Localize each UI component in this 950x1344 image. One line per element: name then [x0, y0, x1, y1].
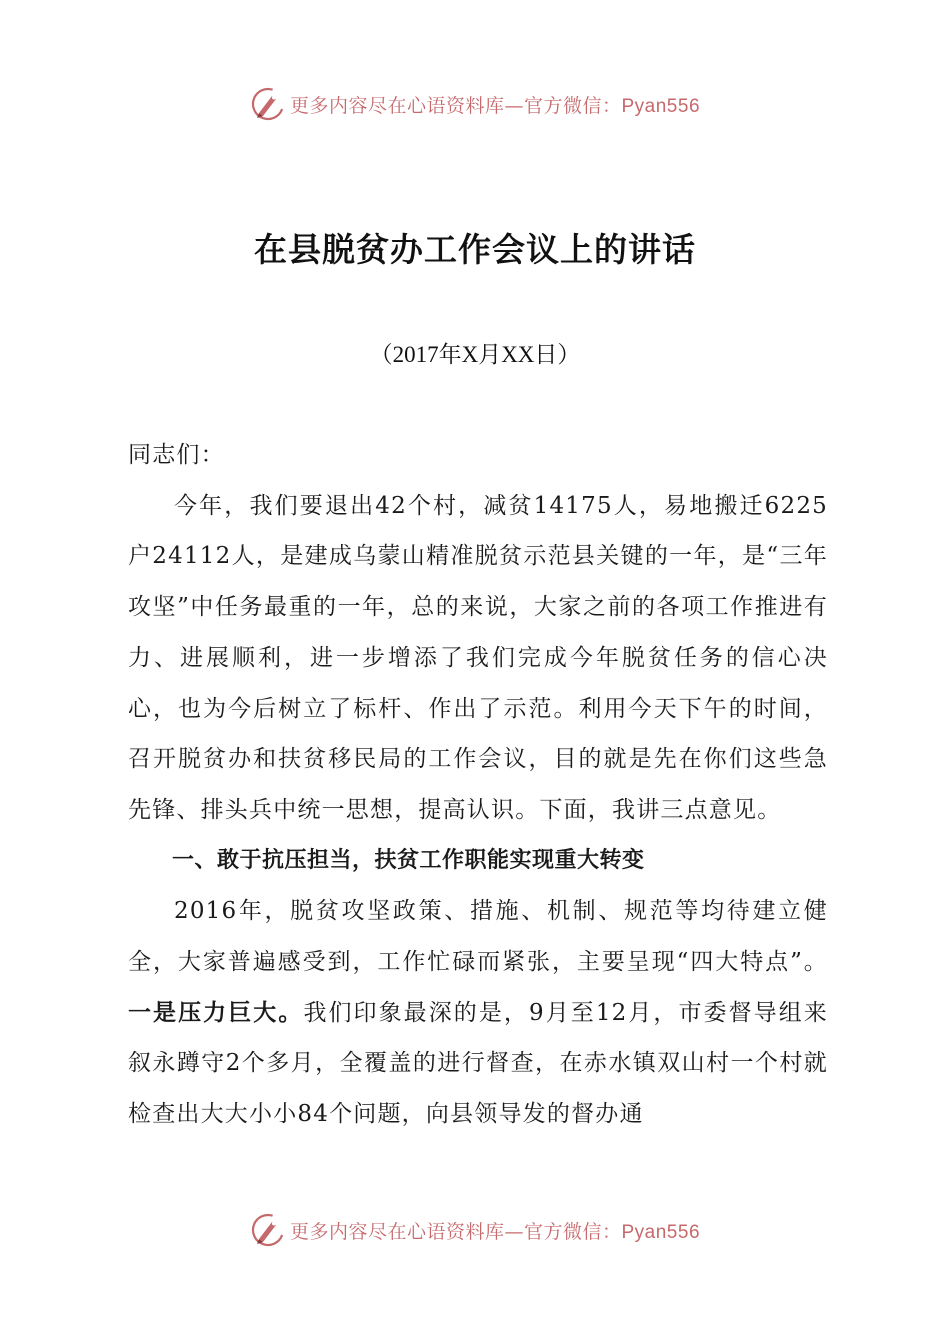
footer-banner [0, 1208, 950, 1252]
header-banner [0, 82, 950, 126]
pen-logo-icon [250, 1212, 286, 1248]
paragraph-2 [128, 886, 828, 1140]
banner-text: 更多内容尽在心语资料库—官方微信：Pyan556 [289, 94, 701, 117]
paragraph-2-start: 2016年，脱贫攻坚政策、措施、机制、规范等均待建立健全，大家普遍感受到，工作忙碌而紧张，主要呈现“四大特点”。 [128, 898, 828, 976]
paragraph-2-bold: 一是压力巨大。 [128, 999, 304, 1026]
wechat-id: Pyan556 [621, 95, 701, 117]
document-body [128, 430, 828, 1140]
pen-logo-icon [250, 86, 286, 122]
paragraph-1: 今年，我们要退出42个村，减贫14175人，易地搬迁6225户24112人，是建成乌蒙山精准脱贫示范县关键的一年，是“三年攻坚”中任务最重的一年，总的来说，大家之前的各项工作推进有力、进展顺利，进一步增添了我们完成今年脱贫任务的信心决心，也为今后树立了标杆、作出了示范。利用今天下午的时间，召开脱贫办和扶贫移民局的工作会议，目的就是先在你们这些急先锋、排头兵中统一思想，提高认识。下面，我讲三点意见。 [128, 492, 828, 823]
paragraph-2-rest: 我们印象最深的是，9月至12月，市委督导组来叙永蹲守2个多月，全覆盖的进行督查，在赤水镇双山村一个村就检查出大大小小84个问题，向县领导发的督办通 [128, 999, 828, 1128]
banner-text: 更多内容尽在心语资料库—官方微信：Pyan556 [289, 1220, 701, 1243]
wechat-id: Pyan556 [621, 1221, 701, 1243]
salutation: 同志们： [128, 442, 225, 468]
document-title: 在县脱贫办工作会议上的讲话 [254, 230, 696, 269]
document-date: （2017年X月XX日） [369, 342, 581, 367]
section-heading-1: 一、敢于抗压担当，扶贫工作职能实现重大转变 [172, 847, 645, 873]
